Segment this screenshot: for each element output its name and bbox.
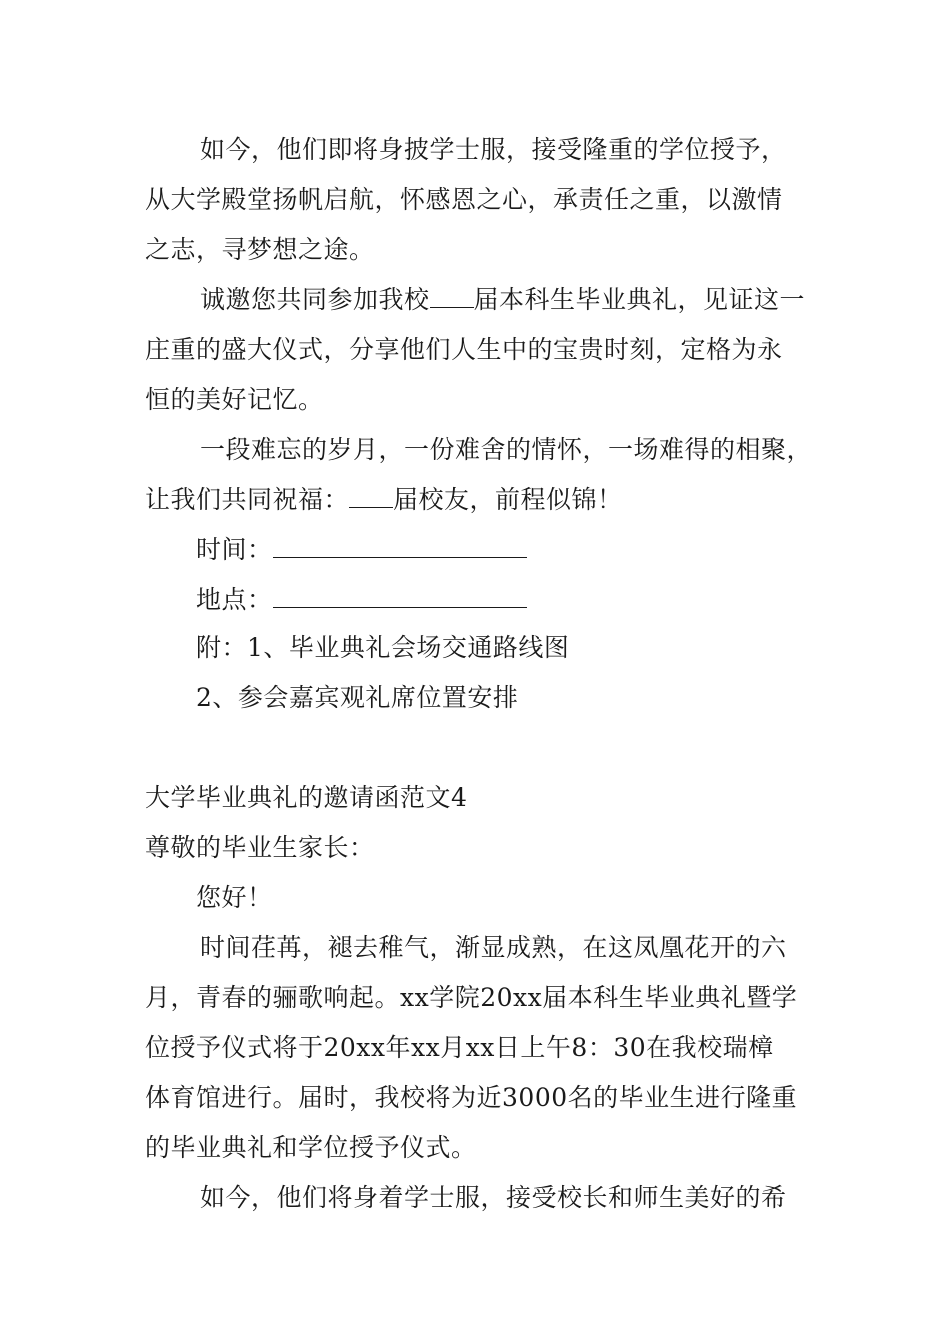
paragraph-line: 月，青春的骊歌响起。xx学院20xx届本科生毕业典礼暨学 <box>145 983 798 1012</box>
time-blank <box>273 535 527 558</box>
paragraph-line: 如今，他们即将身披学士服，接受隆重的学位授予， <box>200 135 787 164</box>
fill-in-blank <box>349 485 393 508</box>
text-run: 诚邀您共同参加我校 <box>200 285 430 314</box>
paragraph-line: 之志，寻梦想之途。 <box>145 235 375 264</box>
paragraph-line: 从大学殿堂扬帆启航，怀感恩之心，承责任之重，以激情 <box>145 185 783 214</box>
place-blank <box>273 585 527 608</box>
paragraph-line: 时间荏苒，褪去稚气，渐显成熟，在这凤凰花开的六 <box>200 933 787 962</box>
salutation: 尊敬的毕业生家长： <box>145 833 375 862</box>
place-label: 地点： <box>196 585 273 614</box>
paragraph-line <box>145 483 623 517</box>
paragraph-line: 体育馆进行。届时，我校将为近3000名的毕业生进行隆重 <box>145 1083 798 1112</box>
paragraph-line: 恒的美好记忆。 <box>145 385 324 414</box>
fill-in-blank <box>430 285 474 308</box>
paragraph-line <box>200 283 805 317</box>
text-run: 届校友，前程似锦！ <box>393 485 623 514</box>
paragraph-line: 的毕业典礼和学位授予仪式。 <box>145 1133 477 1162</box>
greeting: 您好！ <box>196 883 273 912</box>
attachment-line: 附：1、毕业典礼会场交通路线图 <box>196 633 570 662</box>
paragraph-line: 如今，他们将身着学士服，接受校长和师生美好的希 <box>200 1183 787 1212</box>
text-run: 让我们共同祝福： <box>145 485 350 514</box>
time-field <box>196 533 527 567</box>
text-run: 届本科生毕业典礼，见证这一 <box>473 285 806 314</box>
attachment-line: 2、参会嘉宾观礼席位置安排 <box>196 683 519 712</box>
paragraph-line: 庄重的盛大仪式，分享他们人生中的宝贵时刻，定格为永 <box>145 335 783 364</box>
place-field <box>196 583 527 617</box>
time-label: 时间： <box>196 535 273 564</box>
section-title: 大学毕业典礼的邀请函范文4 <box>145 783 468 812</box>
paragraph-line: 位授予仪式将于20xx年xx月xx日上午8：30在我校瑞樟 <box>145 1033 774 1062</box>
paragraph-line: 一段难忘的岁月，一份难舍的情怀，一场难得的相聚， <box>200 435 813 464</box>
